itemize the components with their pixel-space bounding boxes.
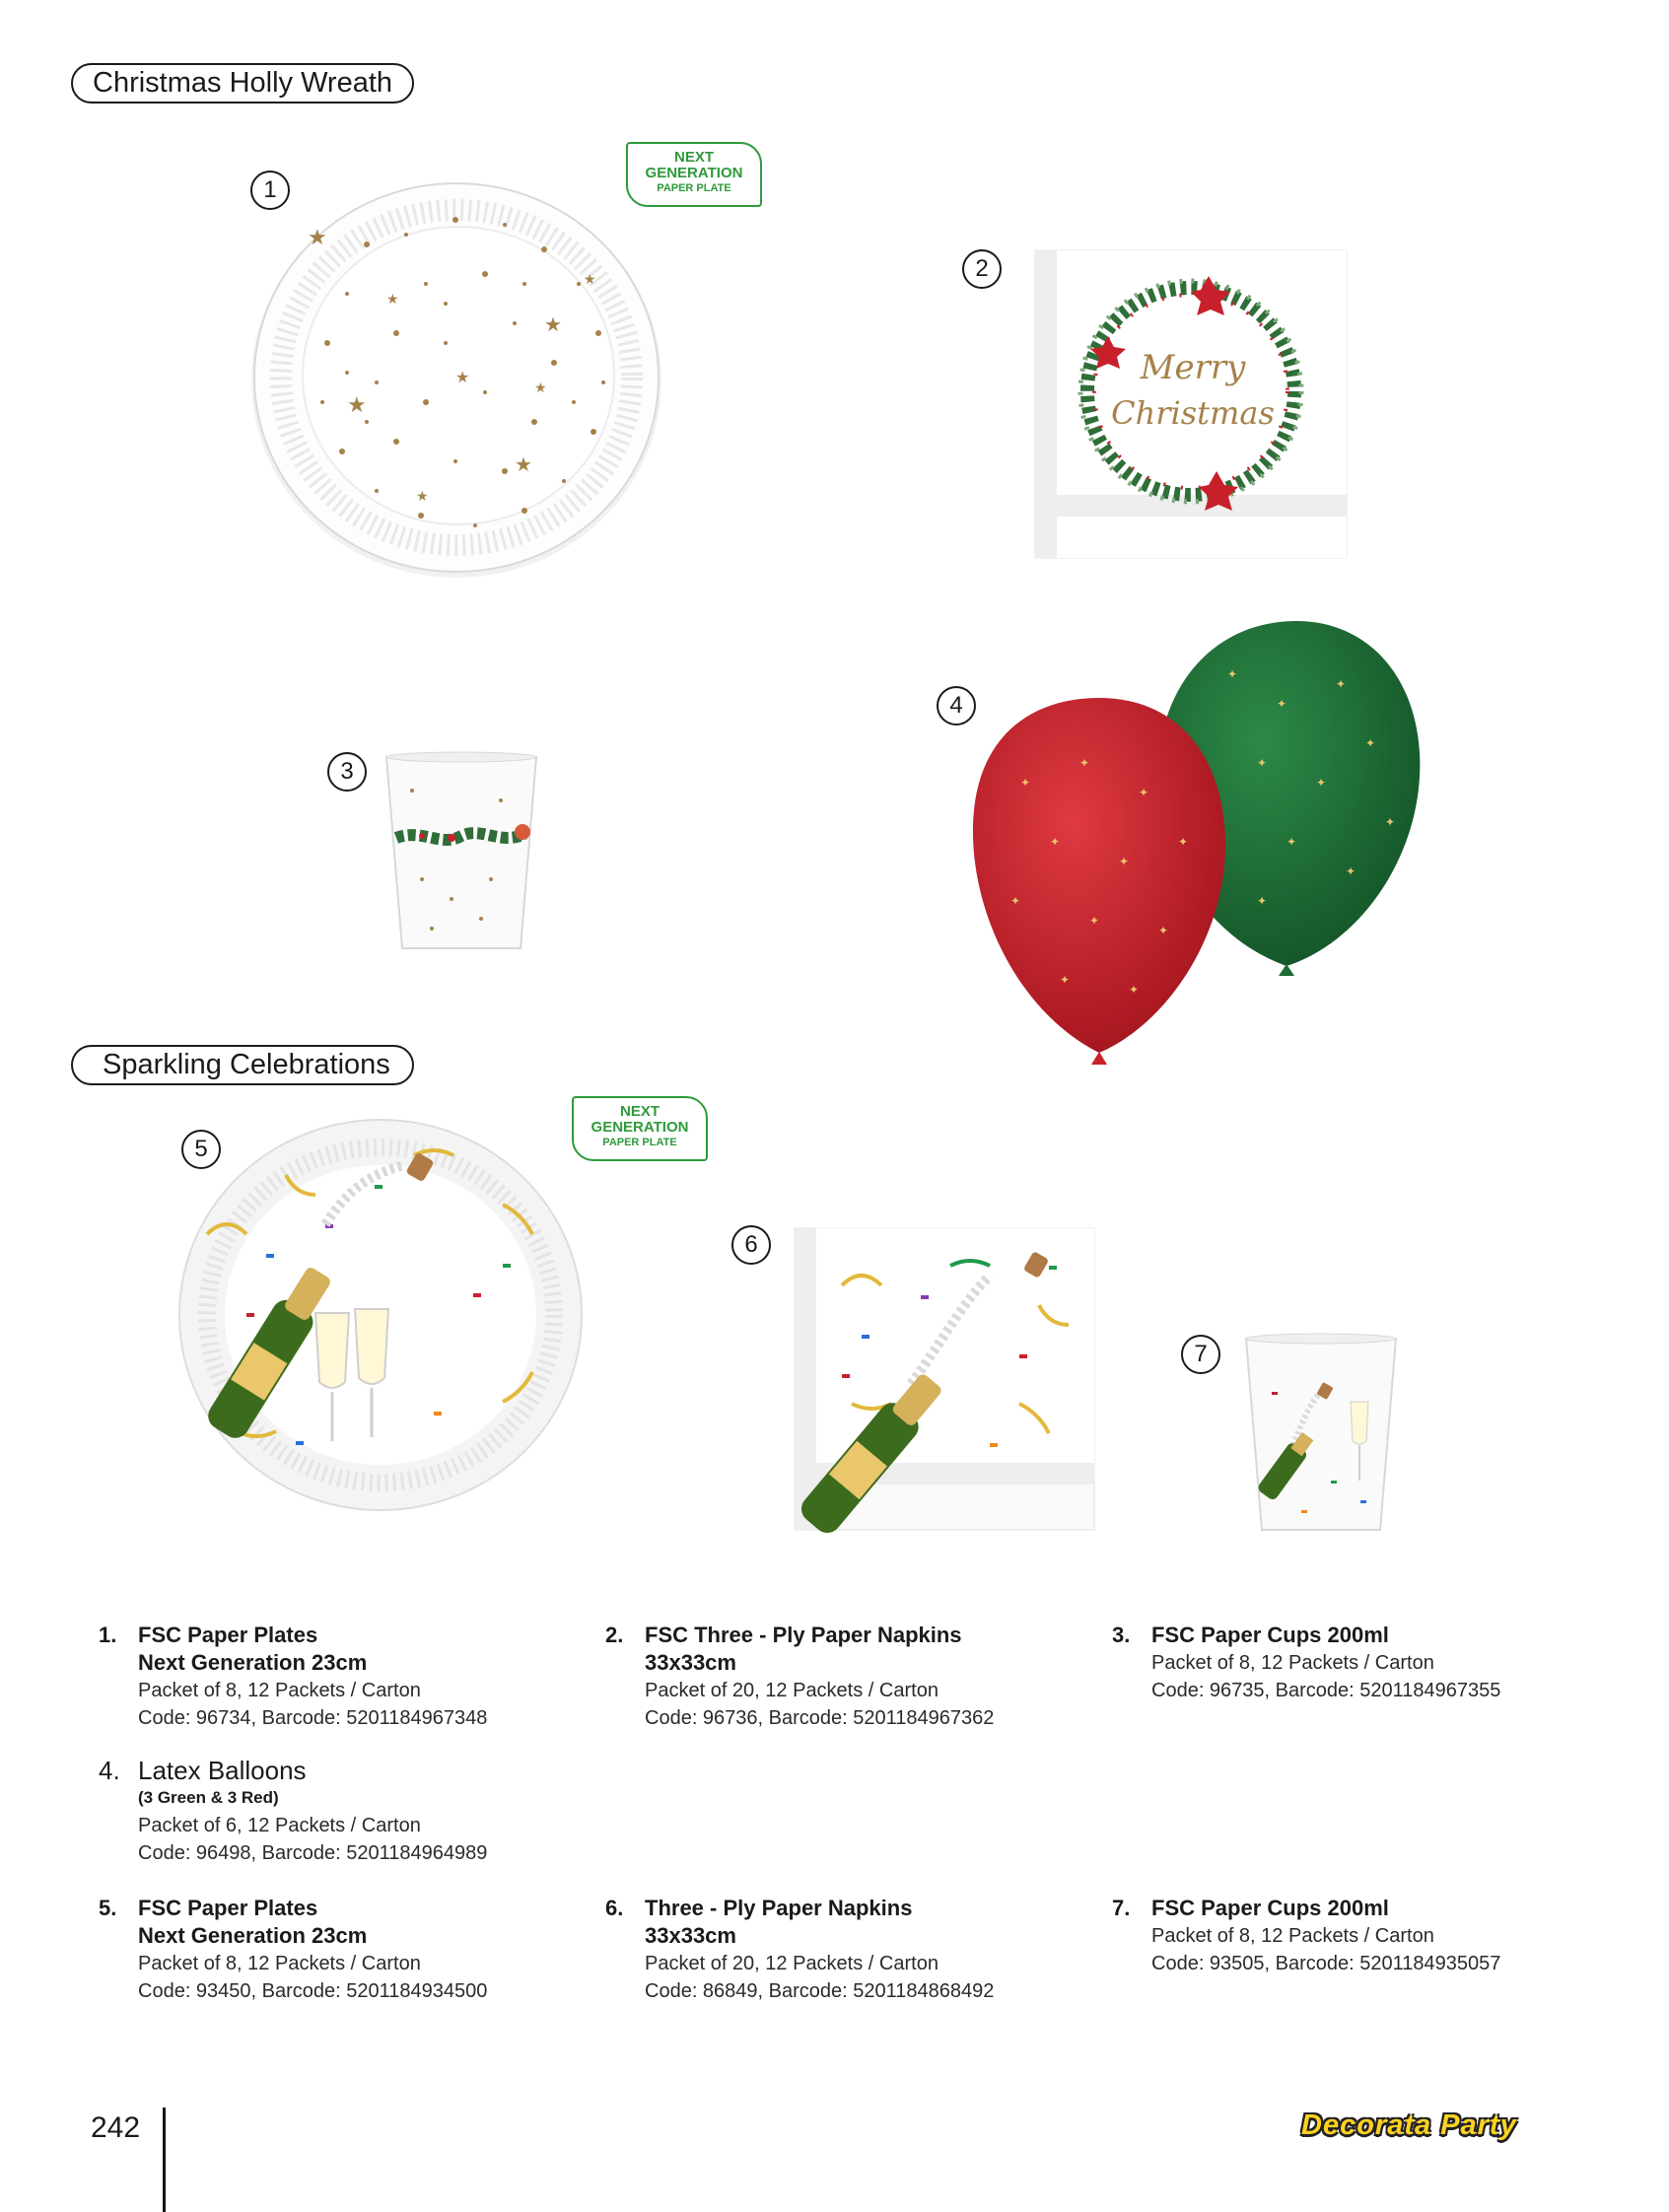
svg-text:★: ★ [544, 312, 562, 336]
product-description-1: 1. FSC Paper Plates Next Generation 23cm Packet of 8, 12 Packets / Carton Code: 96734, Barcode: 5201184967348 [99, 1623, 488, 1729]
svg-text:✦: ✦ [1050, 835, 1061, 849]
svg-text:✦: ✦ [1139, 786, 1149, 799]
svg-text:✦: ✦ [1060, 973, 1071, 987]
svg-text:✦: ✦ [1316, 776, 1327, 790]
svg-text:★: ★ [515, 452, 532, 476]
svg-text:✦: ✦ [1257, 894, 1268, 908]
brand-logo: Decorata Party [1301, 2109, 1517, 2141]
page-number: 242 [91, 2111, 141, 2144]
product-description-7: 7. FSC Paper Cups 200ml Packet of 8, 12 Packets / Carton Code: 93505, Barcode: 5201184935057 [1112, 1896, 1501, 1974]
svg-text:✦: ✦ [1129, 983, 1140, 997]
svg-text:✦: ✦ [1079, 756, 1090, 770]
product-marker: 7 [1181, 1335, 1220, 1374]
svg-text:✦: ✦ [1336, 677, 1347, 691]
svg-text:★: ★ [347, 393, 367, 418]
star-paper-plate-image [248, 175, 664, 580]
svg-text:✦: ✦ [1010, 894, 1021, 908]
svg-text:★: ★ [416, 489, 429, 505]
napkin-christmas-text: Christmas [1111, 394, 1275, 432]
next-generation-badge: NEXT GENERATION PAPER PLATE [626, 142, 762, 207]
svg-text:✦: ✦ [1119, 855, 1130, 868]
product-description-5: 5. FSC Paper Plates Next Generation 23cm Packet of 8, 12 Packets / Carton Code: 93450, Barcode: 5201184934500 [99, 1896, 488, 2002]
champagne-napkin-image [793, 1226, 1098, 1534]
svg-text:✦: ✦ [1257, 756, 1268, 770]
product-marker: 1 [250, 171, 290, 210]
svg-text:✦: ✦ [1089, 914, 1100, 928]
section-title-holly: Christmas Holly Wreath [71, 63, 414, 104]
product-marker: 4 [937, 686, 976, 726]
footer-divider [163, 2108, 166, 2212]
product-marker: 5 [181, 1130, 221, 1169]
product-marker: 3 [327, 752, 367, 792]
champagne-paper-plate-image [177, 1116, 584, 1512]
svg-text:✦: ✦ [1158, 924, 1169, 937]
product-description-6: 6. Three - Ply Paper Napkins 33x33cm Packet of 20, 12 Packets / Carton Code: 86849, Barcode: 5201184868492 [605, 1896, 995, 2002]
svg-text:★: ★ [386, 292, 399, 308]
napkin-merry-text: Merry [1140, 348, 1246, 387]
next-generation-badge: NEXT GENERATION PAPER PLATE [572, 1096, 708, 1161]
svg-text:✦: ✦ [1287, 835, 1297, 849]
svg-text:✦: ✦ [1277, 697, 1287, 711]
champagne-paper-cup-image [1242, 1333, 1400, 1536]
svg-text:✦: ✦ [1020, 776, 1031, 790]
svg-text:✦: ✦ [1365, 736, 1376, 750]
holly-paper-cup-image [382, 751, 540, 954]
svg-text:★: ★ [584, 272, 596, 288]
svg-text:✦: ✦ [1227, 667, 1238, 681]
holly-wreath-napkin-image [1033, 248, 1351, 562]
svg-text:✦: ✦ [1346, 864, 1356, 878]
product-marker: 6 [731, 1225, 771, 1265]
product-description-2: 2. FSC Three - Ply Paper Napkins 33x33cm Packet of 20, 12 Packets / Carton Code: 96736, Barcode: 5201184967362 [605, 1623, 995, 1729]
product-description-3: 3. FSC Paper Cups 200ml Packet of 8, 12 Packets / Carton Code: 96735, Barcode: 5201184967355 [1112, 1623, 1501, 1701]
svg-text:★: ★ [455, 368, 470, 386]
svg-text:★: ★ [534, 380, 547, 396]
svg-text:★: ★ [308, 226, 327, 250]
section-title-sparkling: Sparkling Celebrations [71, 1045, 414, 1085]
product-description-4: 4. Latex Balloons (3 Green & 3 Red) Packet of 6, 12 Packets / Carton Code: 96498, Barcode: 5201184964989 [99, 1756, 488, 1864]
latex-balloons-image [961, 619, 1425, 1072]
svg-text:✦: ✦ [1178, 835, 1189, 849]
product-marker: 2 [962, 249, 1002, 289]
svg-text:✦: ✦ [1385, 815, 1396, 829]
